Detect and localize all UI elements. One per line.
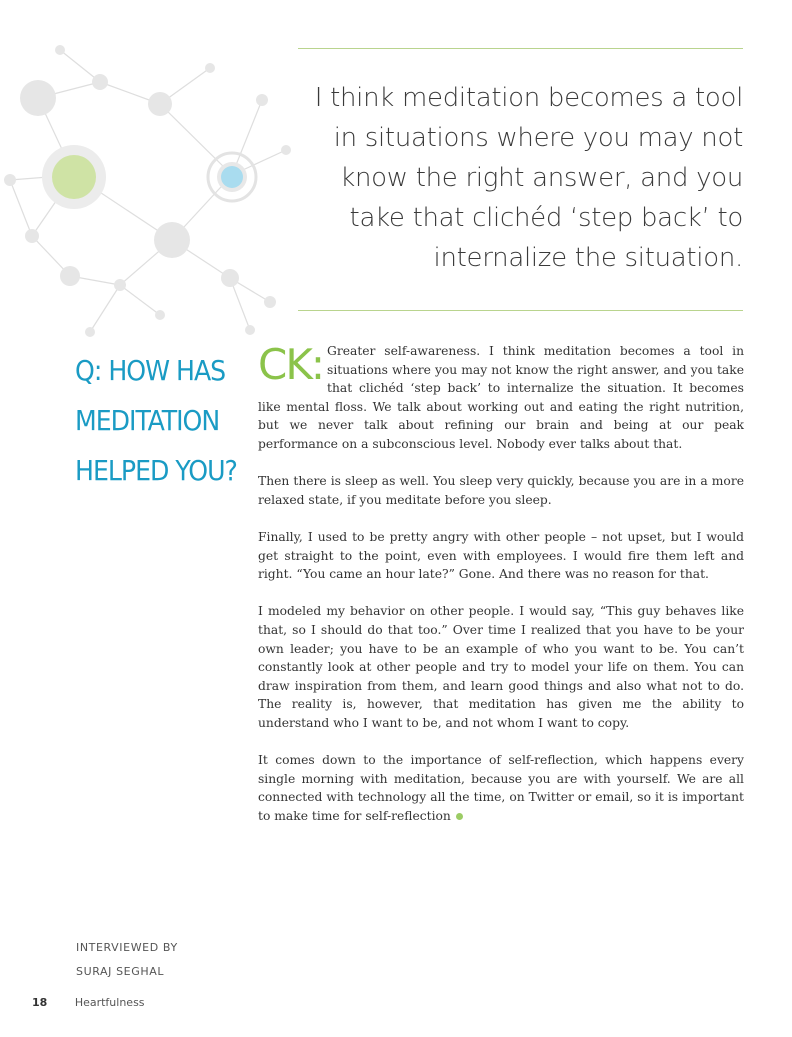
page-number: 18 — [32, 996, 48, 1009]
answer-paragraph: Finally, I used to be pretty angry with other people – not upset, but I would get straight to the point, even with employees. I would fire them left and right. “You came an hour late?” Gone. And there was no reason for that. — [258, 529, 744, 582]
answer-body — [258, 342, 744, 844]
bottom-divider — [298, 310, 743, 311]
answer-paragraph: Then there is sleep as well. You sleep very quickly, because you are in a more relaxed state, if you meditate before you sleep. — [258, 474, 744, 507]
magazine-name: Heartfulness — [74, 996, 145, 1009]
credit-label: INTERVIEWED BY — [76, 941, 178, 954]
question-line: MEDITATION — [75, 404, 220, 437]
top-divider — [298, 48, 743, 49]
end-mark-icon — [456, 813, 463, 820]
answer-paragraph: CK: Greater self-awareness. I think meditation becomes a tool in situations where you may not know the right answer, and you take that clichéd ‘step back’ to internalize the situation. It becomes like mental floss. We talk about working out and eating the right nutrition, but we never talk about refining our brain and being at our peak performance on a subconscious level. Nobody ever talks about that. — [258, 340, 744, 451]
answer-paragraph: It comes down to the importance of self-reflection, which happens every single morning with meditation, because you are with yourself. We are all connected with technology all the time, on Twitter or email, so it is important to make time for self-reflection — [258, 753, 744, 823]
dropcap-initials: CK: — [258, 340, 324, 389]
molecule-network-icon — [0, 40, 300, 340]
page-footer — [32, 996, 145, 1009]
interview-credit — [76, 936, 178, 984]
question-line: HELPED YOU? — [75, 454, 237, 487]
question-heading — [75, 346, 245, 496]
pull-quote: I think meditation becomes a tool in situations where you may not know the right answer, and you take that clichéd ‘step back’ to internalize the situation. — [314, 83, 743, 273]
credit-name: SURAJ SEGHAL — [76, 965, 165, 978]
question-line: Q: HOW HAS — [75, 354, 226, 387]
answer-paragraph: I modeled my behavior on other people. I would say, “This guy behaves like that, so I should do that too.” Over time I realized that you have to be your own leader; you have to be an example of who you want to be. You can’t constantly look at other people and try to model your life on them. You can draw inspiration from them, and learn good things and also what not to do. The reality is, however, that meditation has given me the ability to understand who I want to be, and not whom I want to copy. — [258, 604, 744, 730]
